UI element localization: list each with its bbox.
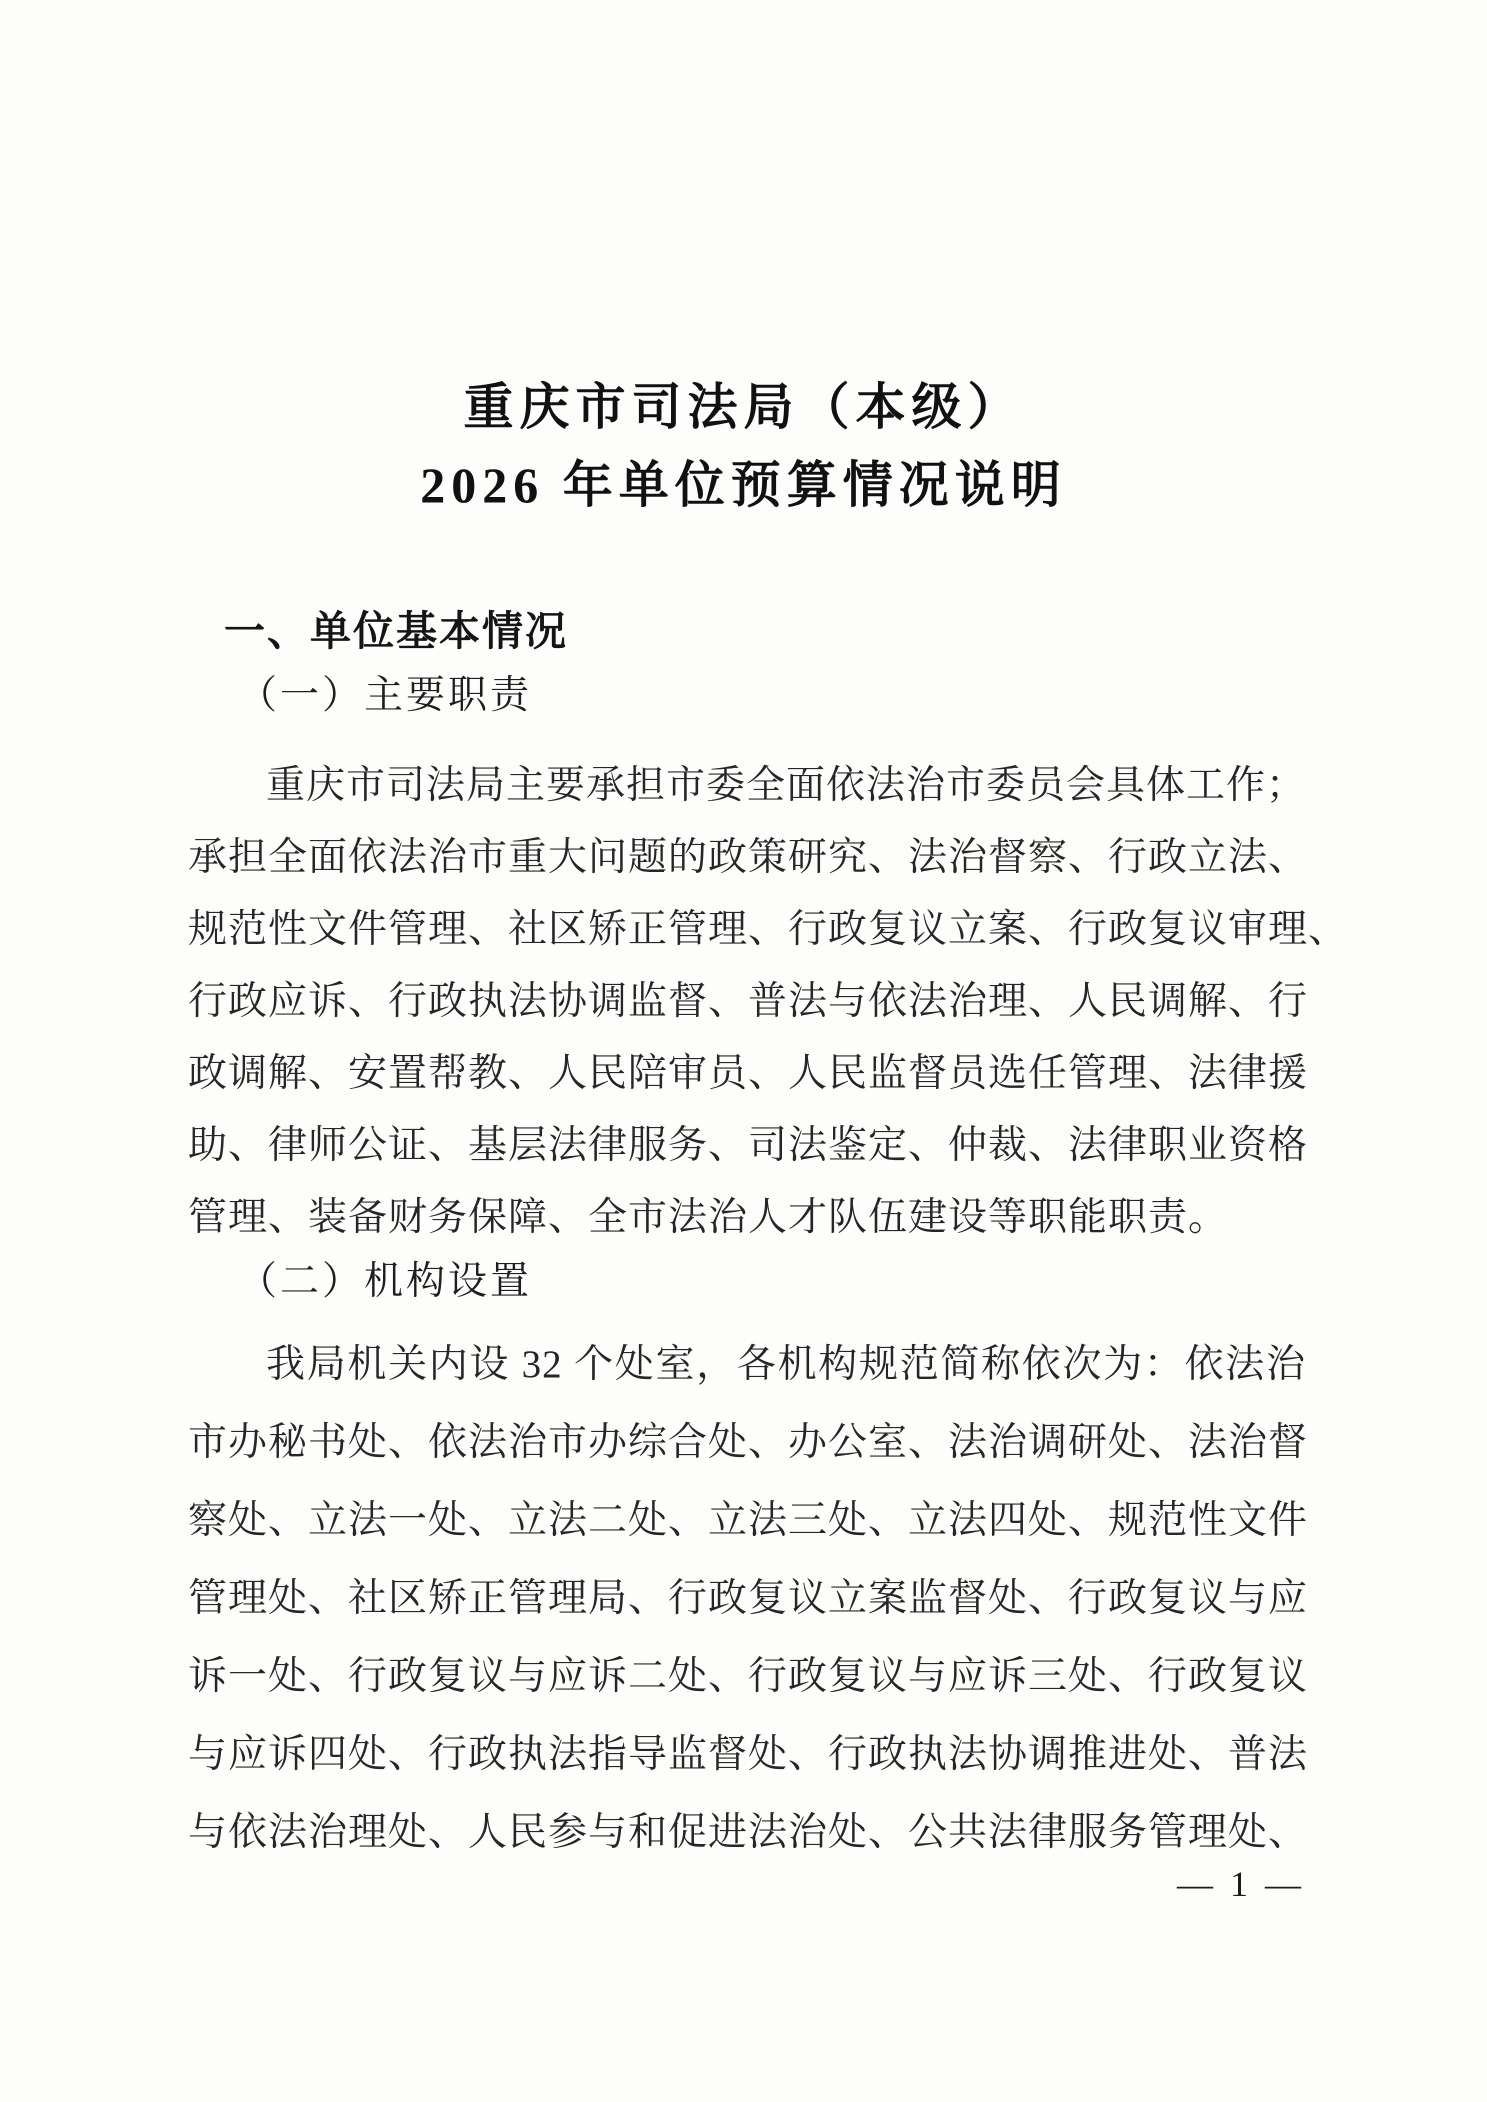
title-line-1: 重庆市司法局（本级） <box>463 379 1024 435</box>
paragraph-line: 与应诉四处、行政执法指导监督处、行政执法协调推进处、普法 <box>188 1733 1309 1776</box>
page-number: — 1 — <box>1177 1864 1305 1904</box>
paragraph-line: 重庆市司法局主要承担市委全面依法治市委员会具体工作； <box>266 764 1307 807</box>
paragraph-main-duties <box>188 750 1349 1254</box>
paragraph-line: 助、律师公证、基层法律服务、司法鉴定、仲裁、法律职业资格 <box>188 1124 1309 1167</box>
section-heading-1: 一、单位基本情况 <box>224 608 568 654</box>
paragraph-line: 政调解、安置帮教、人民陪审员、人民监督员选任管理、法律援 <box>188 1052 1309 1095</box>
paragraph-org-structure <box>188 1326 1309 1872</box>
paragraph-line: 行政应诉、行政执法协调监督、普法与依法治理、人民调解、行 <box>188 980 1309 1023</box>
paragraph-line: 市办秘书处、依法治市办综合处、办公室、法治调研处、法治督 <box>188 1421 1309 1464</box>
title-line-2: 2026 年单位预算情况说明 <box>420 457 1067 513</box>
document-title <box>0 368 1487 524</box>
paragraph-line: 察处、立法一处、立法二处、立法三处、立法四处、规范性文件 <box>188 1499 1309 1542</box>
paragraph-line: 管理处、社区矫正管理局、行政复议立案监督处、行政复议与应 <box>188 1577 1309 1620</box>
subsection-heading-1-1: （一）主要职责 <box>238 674 533 717</box>
paragraph-line: 我局机关内设 32 个处室，各机构规范简称依次为：依法治 <box>266 1343 1306 1386</box>
paragraph-line: 管理、装备财务保障、全市法治人才队伍建设等职能职责。 <box>188 1196 1229 1239</box>
paragraph-line: 规范性文件管理、社区矫正管理、行政复议立案、行政复议审理、 <box>188 908 1349 951</box>
paragraph-line: 与依法治理处、人民参与和促进法治处、公共法律服务管理处、 <box>188 1811 1309 1854</box>
paragraph-line: 诉一处、行政复议与应诉二处、行政复议与应诉三处、行政复议 <box>188 1655 1309 1698</box>
paragraph-line: 承担全面依法治市重大问题的政策研究、法治督察、行政立法、 <box>188 836 1309 879</box>
subsection-heading-1-2: （二）机构设置 <box>238 1260 533 1303</box>
